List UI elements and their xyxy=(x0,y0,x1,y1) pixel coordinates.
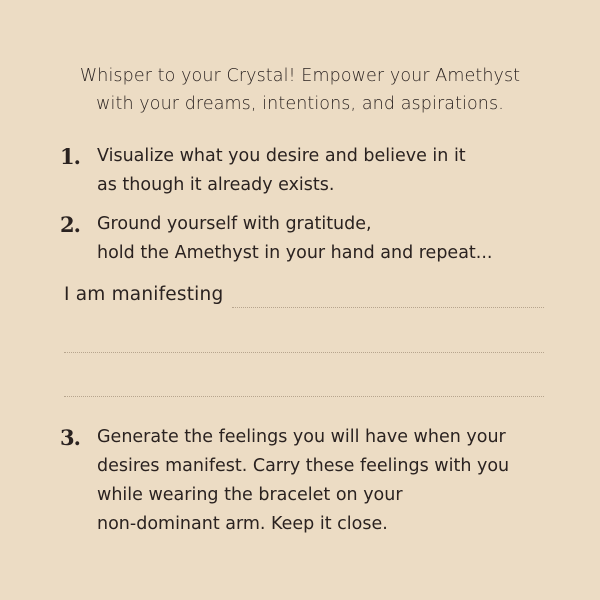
step-number: 1. xyxy=(60,144,80,169)
step-1 xyxy=(60,142,466,200)
intro-text xyxy=(0,62,600,118)
write-line xyxy=(64,396,544,397)
step-line: Ground yourself with gratitude, xyxy=(97,214,372,234)
intro-line: with your dreams, intentions, and aspirations. xyxy=(96,94,504,114)
intro-line: Whisper to your Crystal! Empower your Amethyst xyxy=(79,66,521,86)
write-line xyxy=(232,307,544,308)
step-line: Visualize what you desire and believe in it xyxy=(97,146,466,166)
step-line: as though it already exists. xyxy=(97,175,335,195)
step-line: hold the Amethyst in your hand and repeat... xyxy=(97,243,493,263)
step-2 xyxy=(60,210,492,268)
manifest-label: I am manifesting xyxy=(64,284,224,305)
step-3 xyxy=(60,423,509,539)
step-line: non-dominant arm. Keep it close. xyxy=(97,514,388,534)
step-line: desires manifest. Carry these feelings with you xyxy=(97,456,510,476)
step-line: Generate the feelings you will have when your xyxy=(97,427,506,447)
step-number: 3. xyxy=(60,425,80,450)
step-line: while wearing the bracelet on your xyxy=(97,485,403,505)
step-number: 2. xyxy=(60,212,80,237)
write-line xyxy=(64,352,544,353)
